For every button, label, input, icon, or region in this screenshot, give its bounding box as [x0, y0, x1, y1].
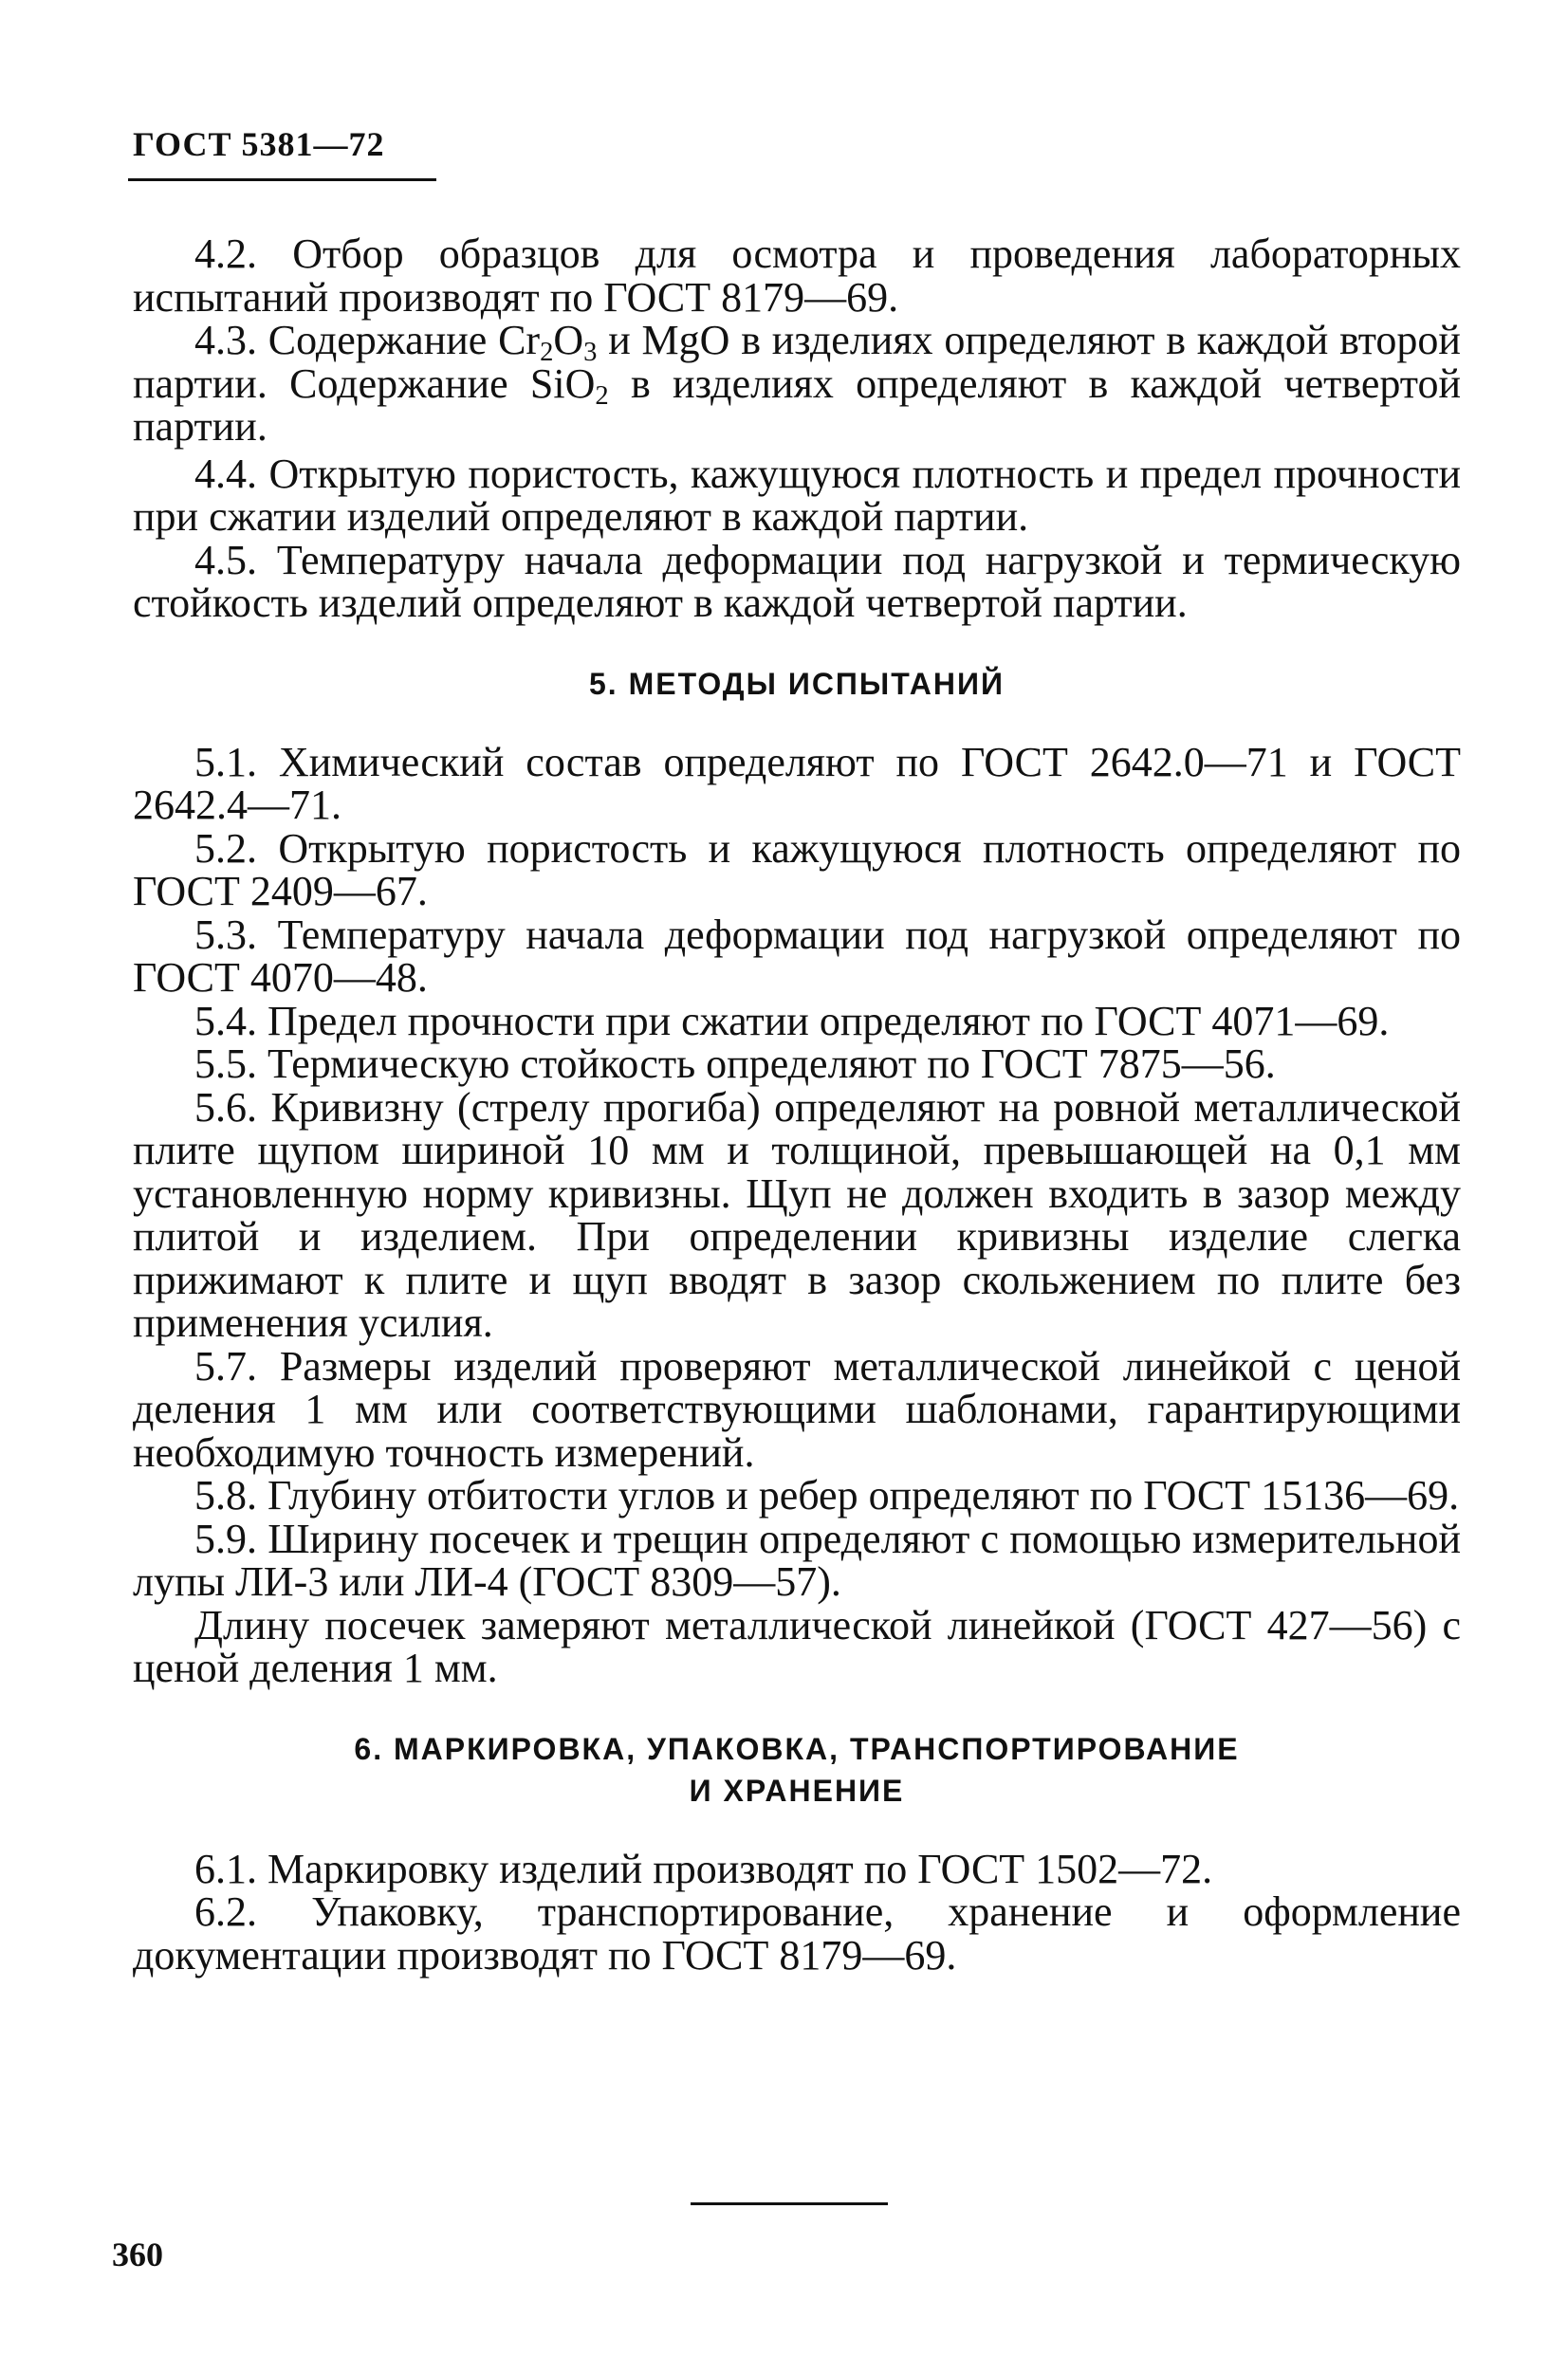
section-6-title-line2: И ХРАНЕНИЕ — [689, 1773, 905, 1808]
subscript-sio-2: 2 — [595, 380, 609, 411]
paragraph-4-4: 4.4. Открытую пористость, кажущуюся плотность и предел прочности при сжатии изделий определяют в каждой партии. — [133, 450, 1461, 540]
paragraph-5-8: 5.8. Глубину отбитости углов и ребер определяют по ГОСТ 15136—69. — [194, 1472, 1460, 1519]
paragraph-5-4: 5.4. Предел прочности при сжатии определяют по ГОСТ 4071—69. — [194, 997, 1390, 1044]
document-body — [133, 232, 1461, 1977]
section-5-title — [133, 663, 1461, 705]
paragraph-5-1: 5.1. Химический состав определяют по ГОСТ 2642.0—71 и ГОСТ 2642.4—71. — [133, 738, 1461, 828]
subscript-o-3: 3 — [583, 338, 598, 368]
paragraph-6-1: 6.1. Маркировку изделий производят по ГОСТ 1502—72. — [194, 1845, 1213, 1892]
page-header-standard-number: ГОСТ 5381—72 — [133, 125, 385, 163]
paragraph-5-6: 5.6. Кривизну (стрелу прогиба) определяют на ровной металлической плите щупом шириной 10 мм и толщиной, превышающей на 0,1 мм установленную норму кривизны. Щуп не должен входить в зазор между плитой и изделием. При определении кривизны изделие слегка прижимают к плите и щуп вводят в зазор скольжением по плите без применения усилия. — [133, 1083, 1461, 1346]
paragraph-5-9-continued: Длину посечек замеряют металлической линейкой (ГОСТ 427—56) с ценой деления 1 мм. — [133, 1601, 1461, 1691]
paragraph-5-5: 5.5. Термическую стойкость определяют по ГОСТ 7875—56. — [194, 1040, 1276, 1087]
paragraph-6-2: 6.2. Упаковку, транспортирование, хранение и оформление документации производят по ГОСТ 8179—69. — [133, 1888, 1461, 1979]
paragraph-5-2: 5.2. Открытую пористость и кажущуюся плотность определяют по ГОСТ 2409—67. — [133, 824, 1461, 914]
paragraph-5-7: 5.7. Размеры изделий проверяют металлической линейкой с ценой деления 1 мм или соответствующими шаблонами, гарантирующими необходимую точность измерений. — [133, 1342, 1461, 1476]
paragraph-5-9: 5.9. Ширину посечек и трещин определяют с помощью измерительной лупы ЛИ-3 или ЛИ-4 (ГОСТ 8309—57). — [133, 1515, 1461, 1605]
section-6-title-line1: 6. МАРКИРОВКА, УПАКОВКА, ТРАНСПОРТИРОВАНИЕ — [354, 1731, 1240, 1766]
end-of-text-rule — [691, 2202, 888, 2205]
subscript-cr-2: 2 — [540, 338, 554, 368]
page-number: 360 — [112, 2236, 163, 2274]
section-5-title-text: 5. МЕТОДЫ ИСПЫТАНИЙ — [589, 666, 1005, 701]
paragraph-4-5: 4.5. Температуру начала деформации под нагрузкой и термическую стойкость изделий определяют в каждой четвертой партии. — [133, 536, 1461, 626]
paragraph-4-3-part3: и MgO в изделиях определяют в каждой второй партии. Содержание SiO — [133, 317, 1461, 407]
paragraph-4-3 — [133, 319, 1461, 449]
paragraph-4-3-part2: O — [553, 317, 584, 363]
paragraph-4-3-part4: в изделиях определяют в каждой четвертой партии. — [133, 359, 1461, 450]
paragraph-4-2: 4.2. Отбор образцов для осмотра и проведения лабораторных испытаний производят по ГОСТ 8179—69. — [133, 230, 1461, 321]
section-6-title — [133, 1728, 1461, 1812]
paragraph-5-3: 5.3. Температуру начала деформации под нагрузкой определяют по ГОСТ 4070—48. — [133, 911, 1461, 1001]
paragraph-4-3-part1: 4.3. Содержание Cr — [194, 317, 541, 363]
header-underline — [128, 178, 436, 181]
